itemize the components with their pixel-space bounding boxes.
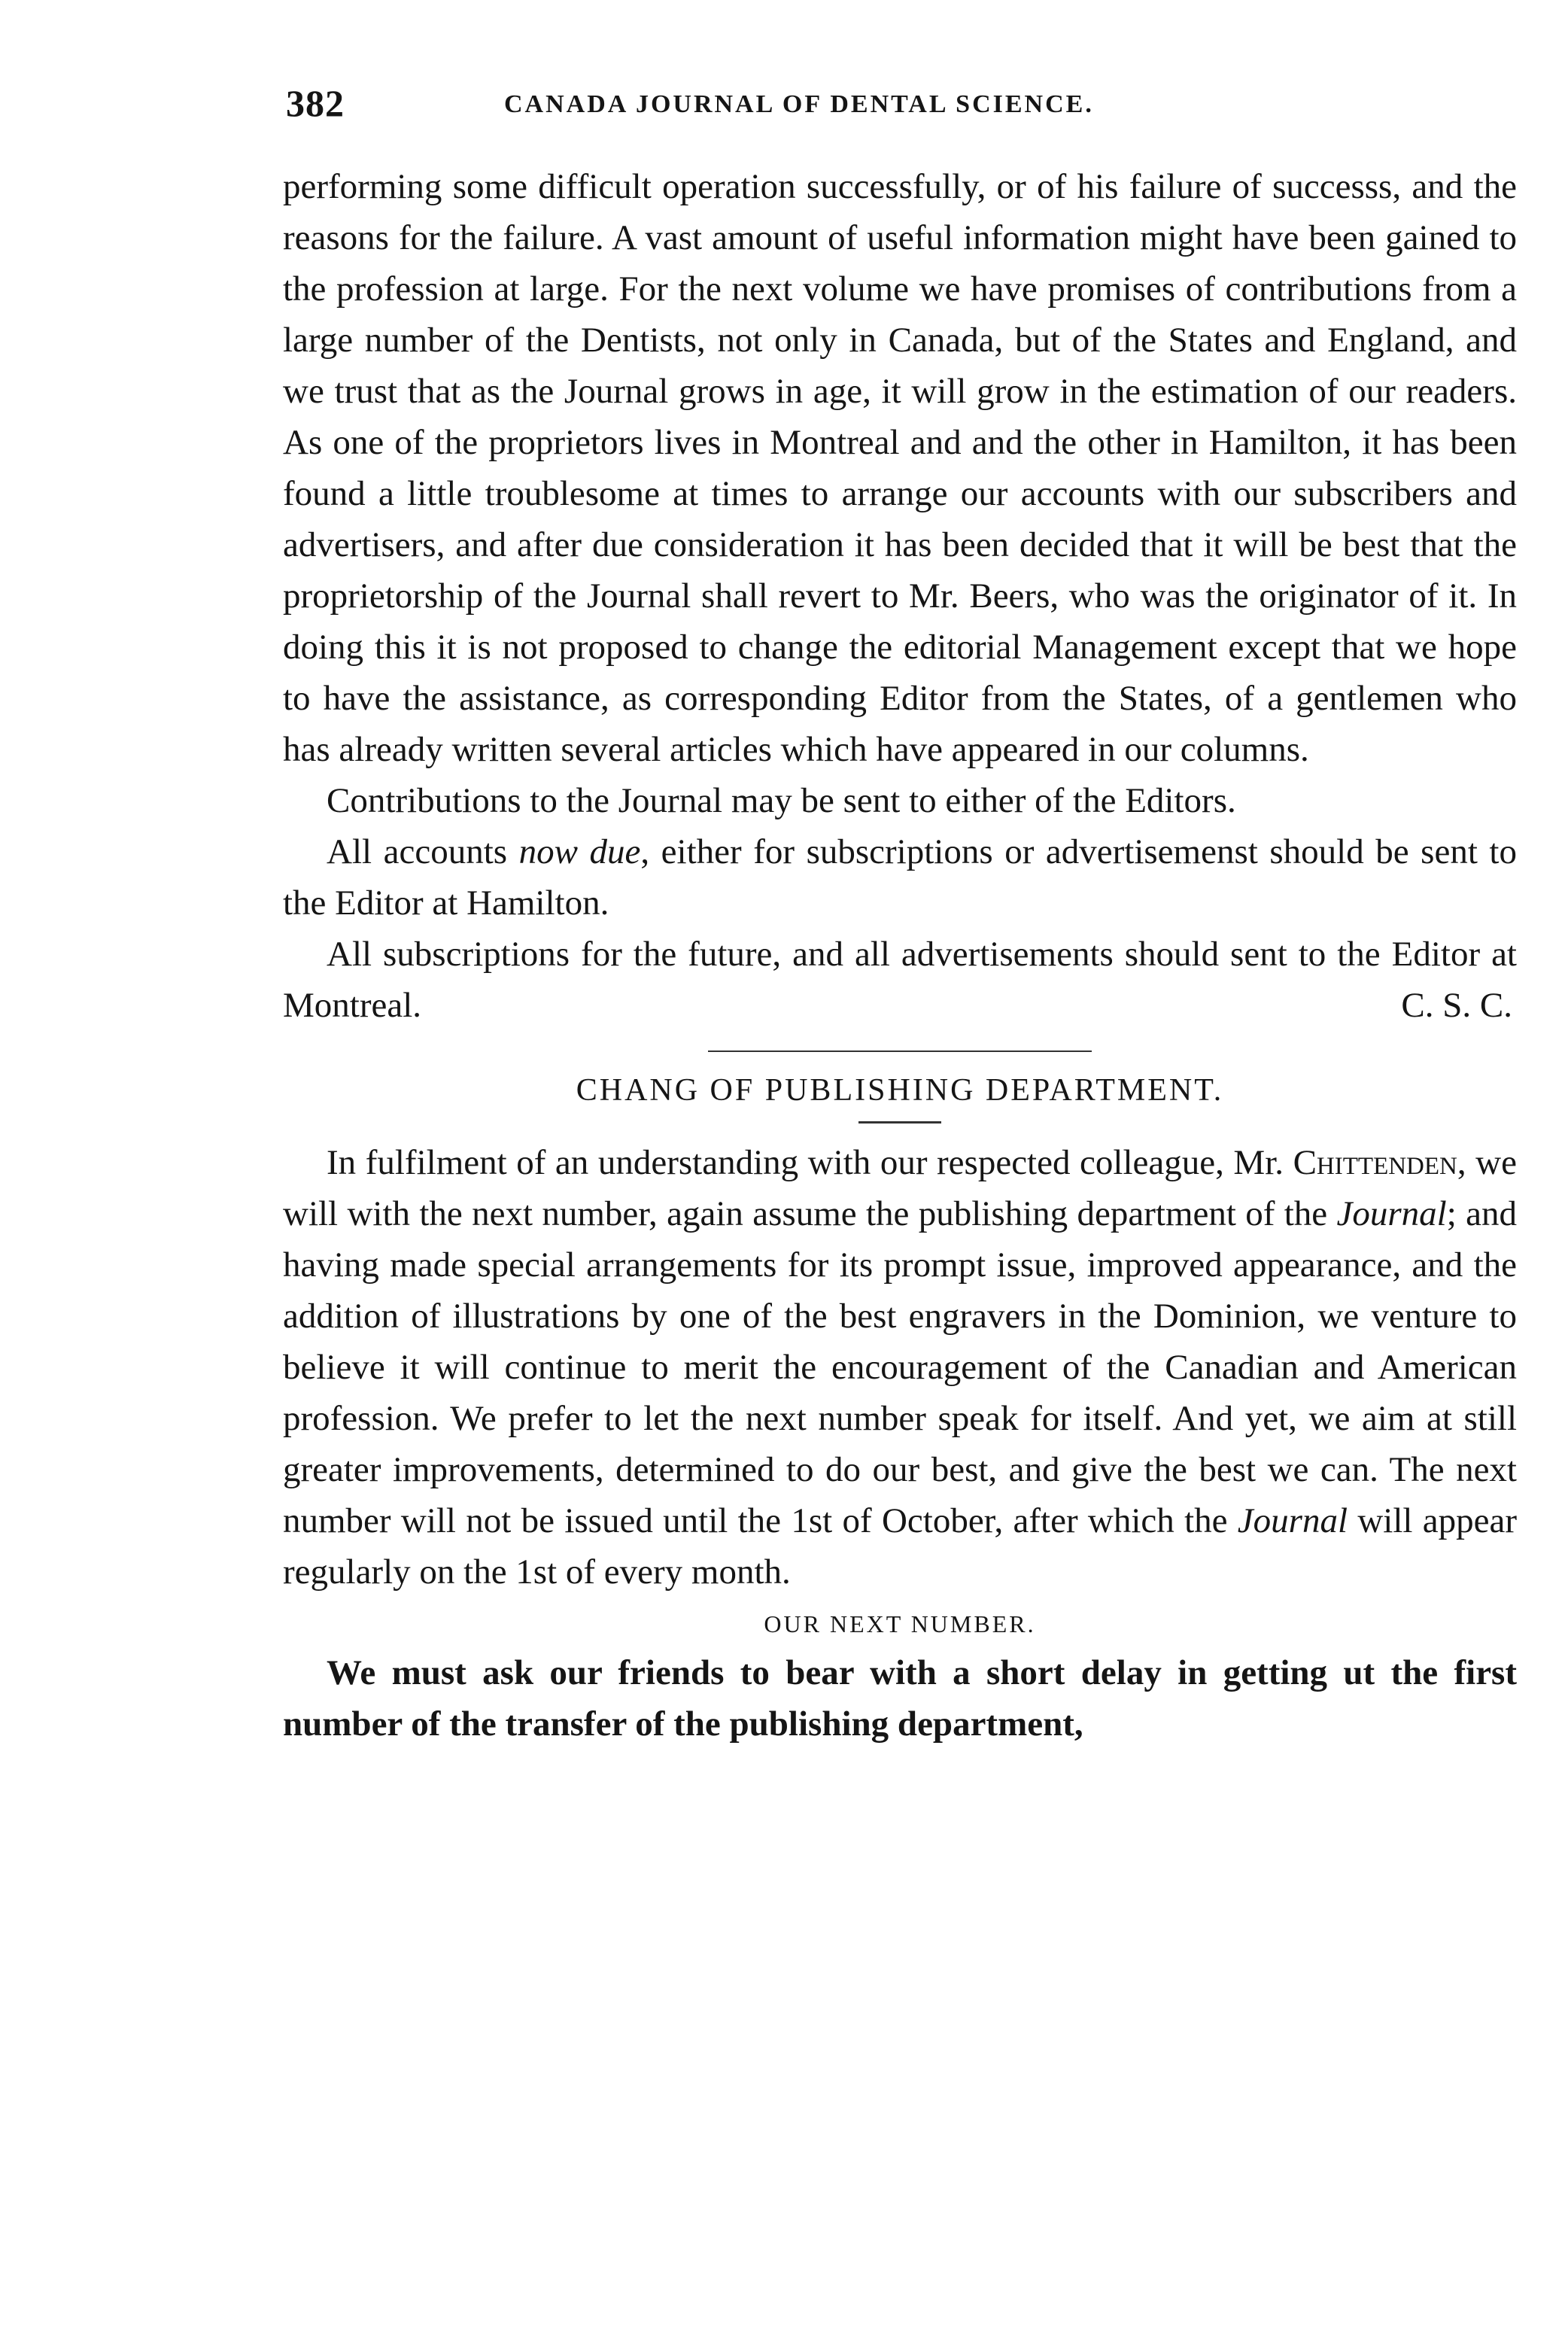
running-title: CANADA JOURNAL OF DENTAL SCIENCE. xyxy=(504,90,1094,118)
accounts-italic: now due xyxy=(518,832,641,871)
section-heading: CHANG OF PUBLISHING DEPARTMENT. xyxy=(576,1073,1224,1108)
journal-italic-2: Journal xyxy=(1237,1501,1348,1540)
heading-rule xyxy=(858,1121,941,1123)
section-text-4: will appear regularly on the 1st of every month. xyxy=(283,1501,1517,1592)
journal-italic-1: Journal xyxy=(1336,1194,1447,1233)
subscriptions-paragraph xyxy=(283,929,1517,1031)
next-number-paragraph: We must ask our friends to bear with a short delay in getting ut the first number of the transfer of the publishing department, xyxy=(283,1653,1517,1744)
section-divider xyxy=(708,1051,1092,1052)
signoff: C. S. C. xyxy=(1401,986,1512,1025)
page-header xyxy=(286,81,1505,126)
subscriptions-text: All subscriptions for the future, and all advertisements should sent to the Editor at Montreal. xyxy=(283,935,1517,1025)
section-text-1: In fulfilment of an understanding with our respected colleague, xyxy=(327,1143,1234,1182)
section-text-2: , we will with the next number, again assume the publishing department of the xyxy=(283,1143,1517,1233)
section-paragraph xyxy=(283,1137,1517,1598)
page-number: 382 xyxy=(286,82,345,124)
accounts-text-start: All accounts xyxy=(327,832,519,871)
person-name: Chittenden xyxy=(1293,1143,1457,1182)
accounts-paragraph xyxy=(283,826,1517,929)
section-text-3: ; and having made special arrangements for its prompt issue, improved appearance, and the addition of illustrations by one of the best engravers in the Dominion, we venture to believe it will continue to merit the encouragement of the Canadian and American profession. We prefer to let the next number speak for itself. And yet, we aim at still greater improvements, determined to do our best, and give the best we can. The next number will not be issued until the 1st of October, after which the xyxy=(283,1194,1517,1540)
editorial-paragraph: performing some difficult operation successfully, or of his failure of successs, and the reasons for the failure. A vast amount of useful information might have been gained to the profession at large. For the next volume we have promises of contributions from a large number of the Dentists, not only in Canada, but of the States and England, and we trust that as the Journal grows in age, it will grow in the estimation of our readers. As one of the proprietors lives in Montreal and and the other in Hamilton, it has been found a little troublesome at times to arrange our accounts with our subscribers and advertisers, and after due consideration it has been decided that it will be best that the proprietorship of the Journal shall revert to Mr. Beers, who was the originator of it. In doing this it is not proposed to change the editorial Management except that we hope to have the assistance, as corresponding Editor from the States, of a gentlemen who has already written several articles which have appeared in our columns. xyxy=(283,167,1517,769)
subheading: OUR NEXT NUMBER. xyxy=(764,1610,1036,1637)
accounts-text-end: , either for subscriptions or advertisemenst should be sent to the Editor at Hamilton. xyxy=(283,832,1517,923)
mr-prefix: Mr. xyxy=(1233,1143,1293,1182)
contributions-paragraph: Contributions to the Journal may be sent to either of the Editors. xyxy=(327,781,1236,820)
body-text xyxy=(283,161,1517,1750)
